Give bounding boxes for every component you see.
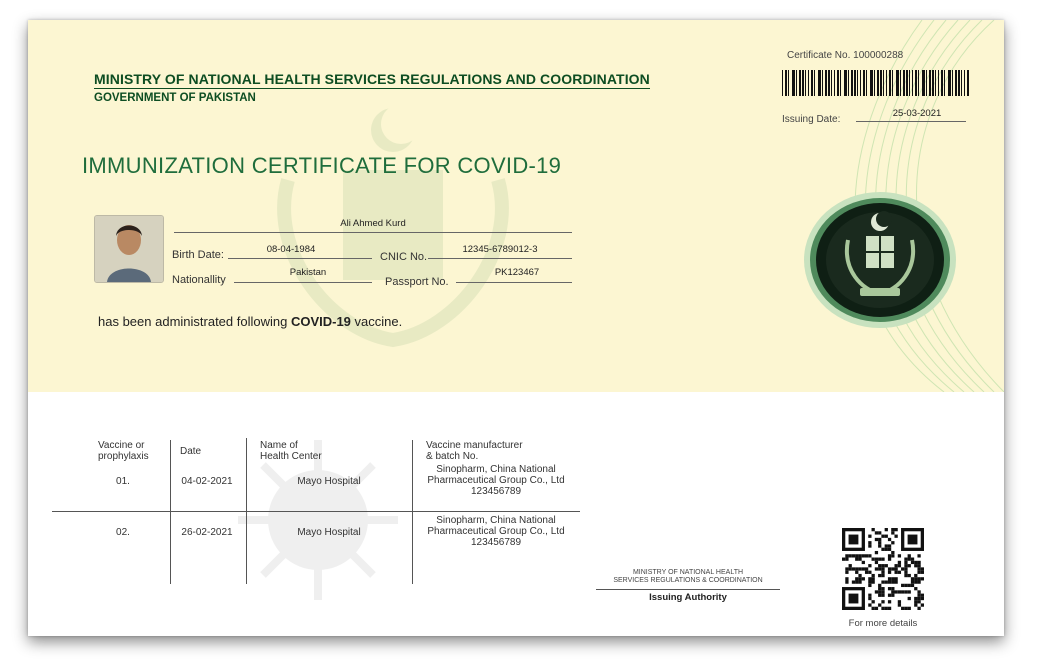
header-center-line1: Name of (260, 440, 298, 451)
header-manufacturer-line2: & batch No. (426, 451, 479, 462)
cnic-value: 12345-6789012-3 (462, 244, 538, 255)
pakistan-emblem-seal (802, 190, 958, 330)
cnic-label: CNIC No. (380, 251, 428, 263)
row-divider (52, 511, 580, 512)
ministry-name: MINISTRY OF NATIONAL HEALTH SERVICES REGULATIONS AND COORDINATION (94, 71, 650, 87)
birth-date-value: 08-04-1984 (266, 244, 316, 255)
nationality-label: Nationallity (172, 274, 226, 286)
barcode (780, 70, 974, 96)
government-name: GOVERNMENT OF PAKISTAN (94, 92, 256, 104)
row1-number: 01. (116, 476, 130, 487)
column-divider-1 (170, 440, 171, 584)
issuing-authority-name (588, 569, 788, 585)
row1-date: 04-02-2021 (181, 476, 233, 487)
passport-label: Passport No. (385, 276, 449, 288)
statement-vaccine: COVID-19 (290, 314, 351, 329)
row2-manufacturer (414, 515, 578, 548)
holder-photo (94, 215, 164, 283)
authority-underline (596, 589, 780, 590)
row1-manufacturer-line2: Pharmaceutical Group Co., Ltd (427, 475, 565, 486)
authority-line2: SERVICES REGULATIONS & COORDINATION (613, 577, 763, 584)
row2-health-center: Mayo Hospital (297, 527, 361, 538)
row2-manufacturer-line2: Pharmaceutical Group Co., Ltd (427, 526, 565, 537)
certificate-title: IMMUNIZATION CERTIFICATE FOR COVID-19 (82, 153, 562, 178)
certificate-number-label: Certificate No. (787, 50, 851, 61)
row2-batch-number: 123456789 (470, 537, 522, 548)
column-divider-3 (412, 440, 413, 584)
birth-date-label: Birth Date: (172, 249, 224, 261)
header-vaccine-prophylaxis (98, 440, 158, 462)
cnic-underline (428, 258, 572, 259)
row2-manufacturer-line1: Sinopharm, China National (436, 515, 556, 526)
certificate-number-value: 100000288 (853, 50, 904, 61)
issuing-date-label: Issuing Date: (782, 114, 841, 125)
row1-manufacturer-line1: Sinopharm, China National (436, 464, 556, 475)
row1-health-center: Mayo Hospital (297, 476, 361, 487)
row2-number: 02. (116, 527, 130, 538)
holder-name: Ali Ahmed Kurd (340, 218, 406, 229)
row1-manufacturer (414, 464, 578, 497)
issuing-authority-label: Issuing Authority (649, 592, 727, 603)
certificate-card (28, 20, 1004, 636)
issuing-date-value: 25-03-2021 (892, 108, 942, 119)
passport-value: PK123467 (494, 267, 540, 278)
authority-line1: MINISTRY OF NATIONAL HEALTH (632, 569, 744, 576)
header-date: Date (180, 446, 202, 457)
nationality-value: Pakistan (289, 267, 327, 278)
row1-batch-number: 123456789 (470, 486, 522, 497)
qr-caption: For more details (848, 618, 918, 629)
statement-suffix: vaccine. (350, 314, 403, 329)
header-center-line2: Health Center (260, 451, 322, 462)
name-underline (174, 232, 572, 233)
nationality-underline (234, 282, 372, 283)
certificate-number (787, 50, 903, 61)
passport-underline (456, 282, 572, 283)
header-health-center (260, 440, 322, 462)
header-manufacturer (426, 440, 523, 462)
qr-code[interactable] (842, 528, 924, 610)
person-icon (95, 216, 163, 282)
header-manufacturer-line1: Vaccine manufacturer (426, 440, 523, 451)
statement-prefix: has been administrated following (98, 314, 291, 329)
administration-statement (98, 314, 402, 329)
row2-date: 26-02-2021 (181, 527, 233, 538)
header-vaccine-line2: prophylaxis (98, 451, 149, 462)
birth-date-underline (228, 258, 372, 259)
issuing-date-underline (856, 121, 966, 122)
header-vaccine-line1: Vaccine or (98, 440, 145, 451)
